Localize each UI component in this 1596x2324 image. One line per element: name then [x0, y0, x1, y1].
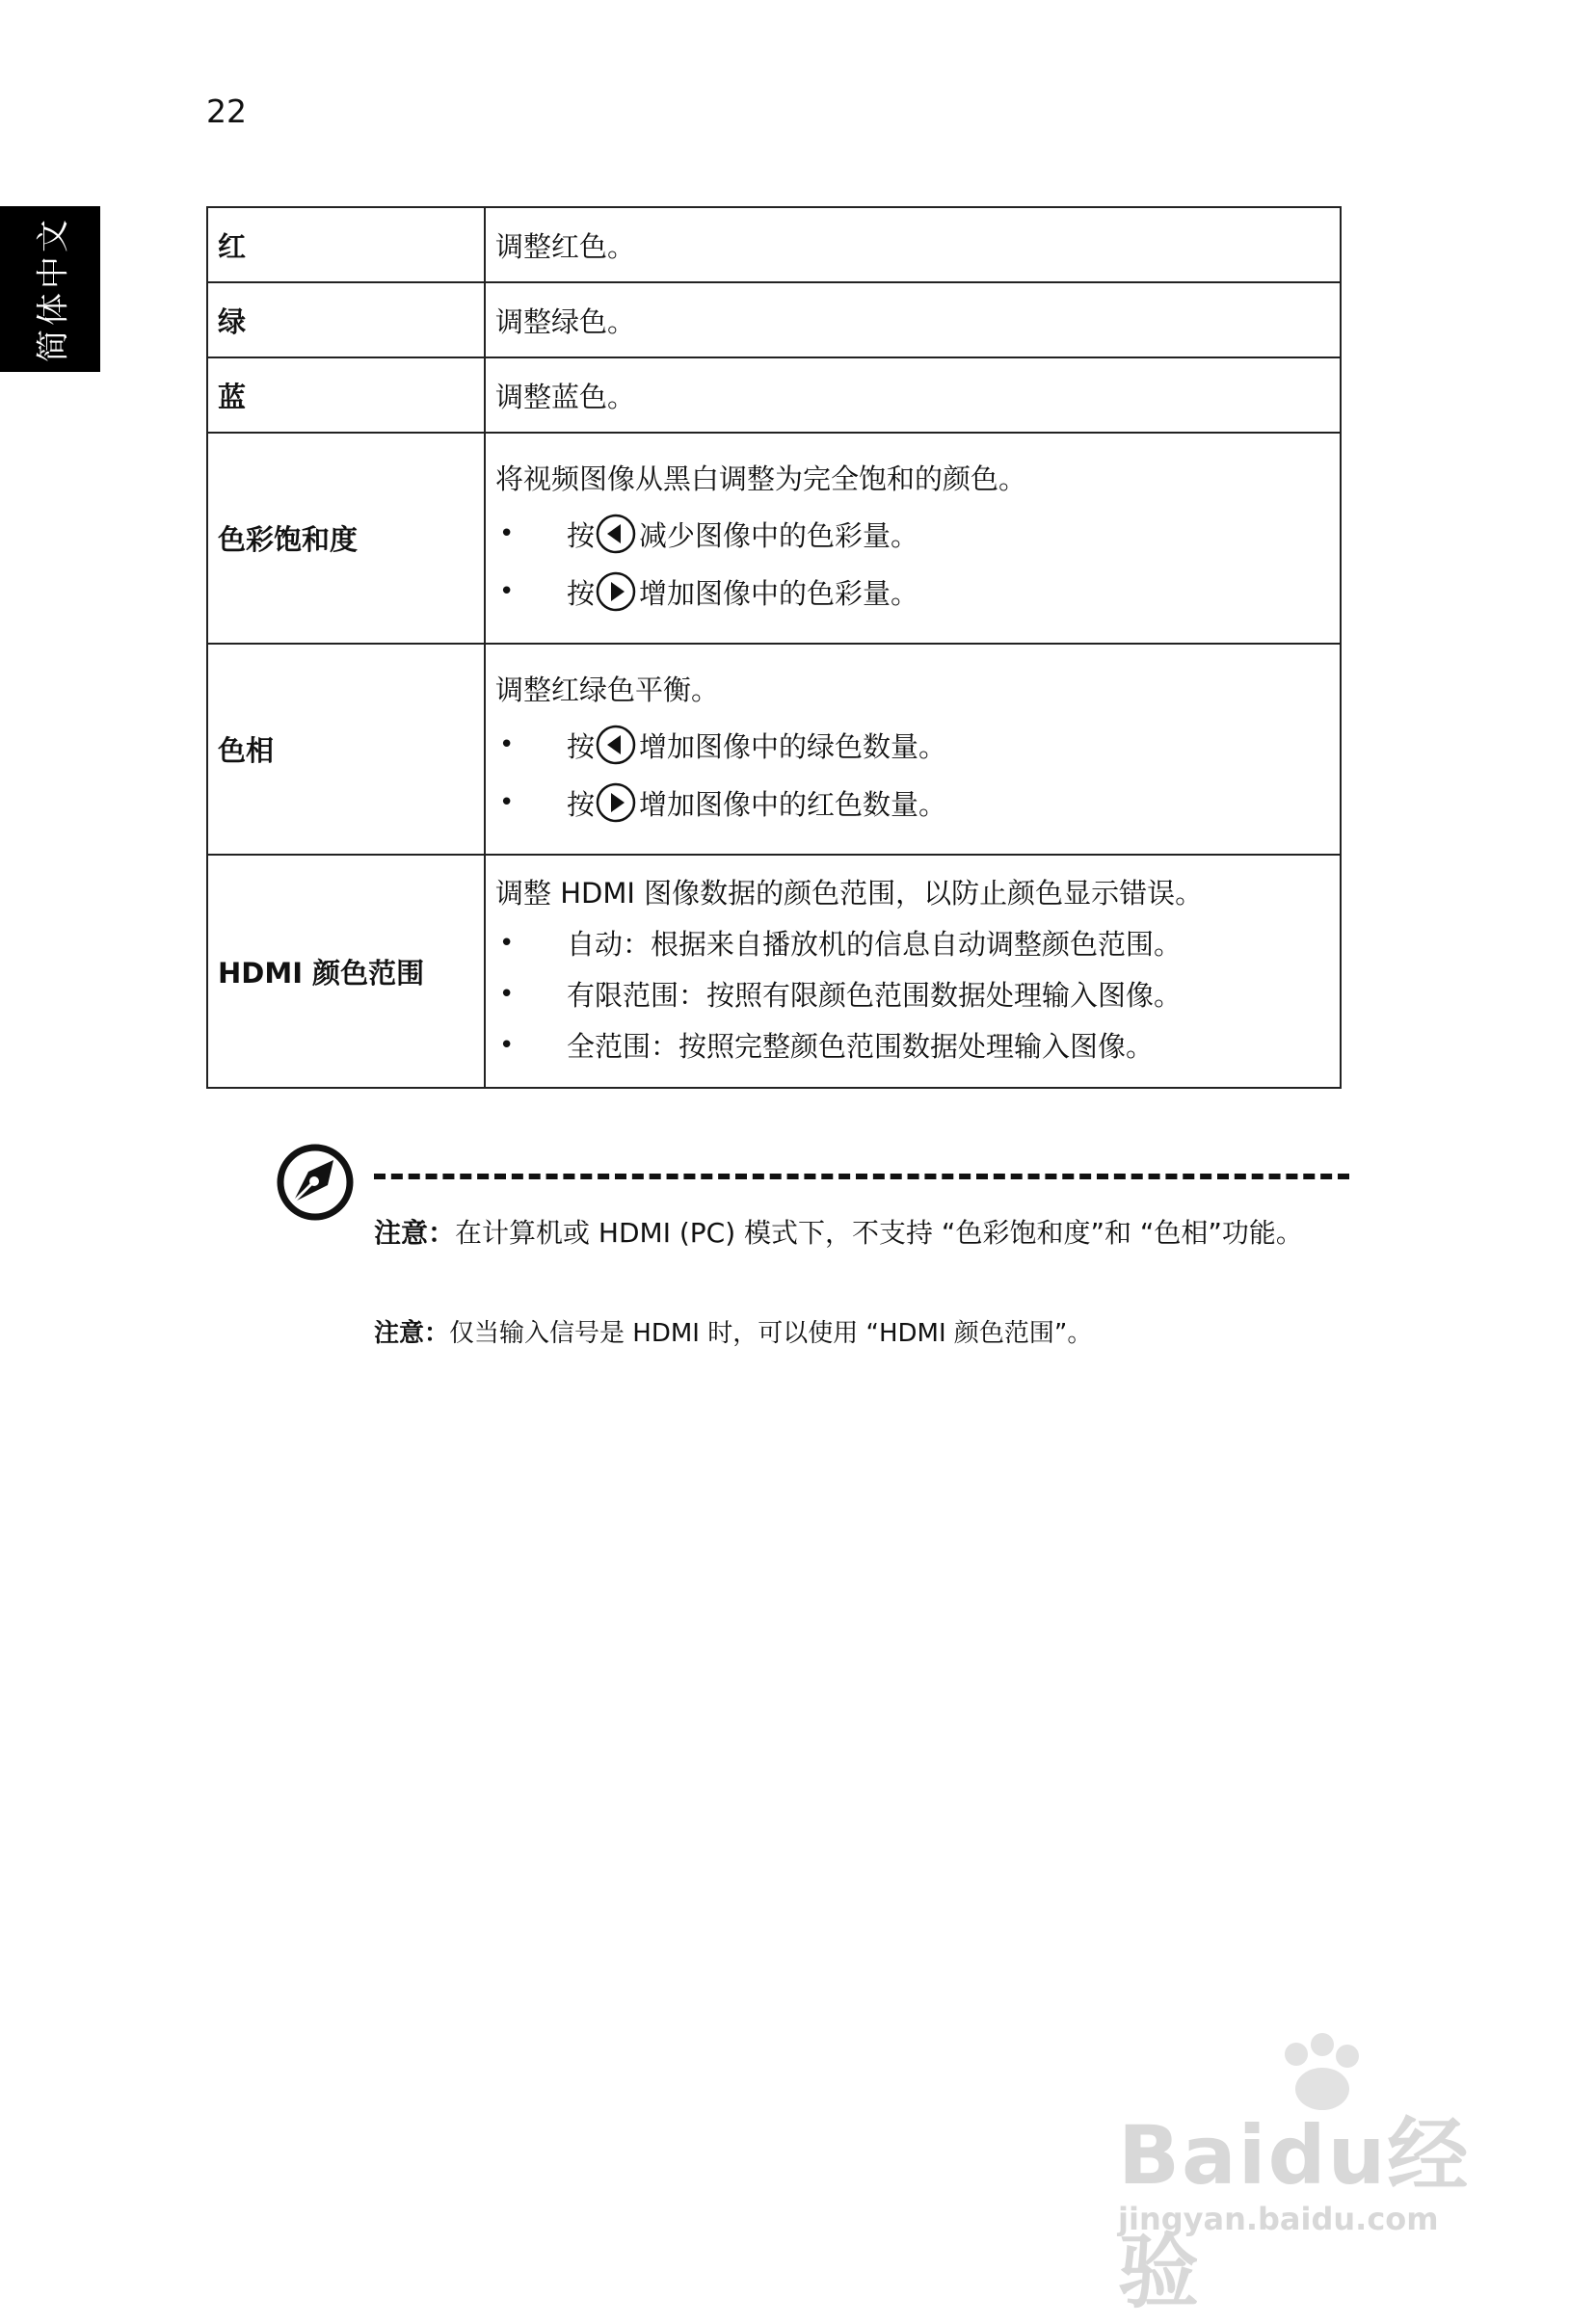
language-side-tab-label: 简体中文: [34, 216, 73, 362]
row-label: HDMI 颜色范围: [207, 855, 485, 1088]
list-item: [495, 724, 1330, 766]
option-prefix: 按: [567, 518, 596, 552]
option-text: 有限范围：按照有限颜色范围数据处理输入图像。: [567, 979, 1183, 1013]
note-pen-icon: [276, 1143, 355, 1222]
option-text: 增加图像中的色彩量。: [639, 576, 919, 610]
row-description: 调整绿色。: [485, 282, 1341, 357]
option-prefix: 按: [567, 576, 596, 610]
bullet: •: [499, 788, 515, 818]
list-item: [495, 513, 1330, 555]
table-row: [207, 855, 1341, 1088]
note-text: 在计算机或 HDMI (PC) 模式下，不支持 “色彩饱和度”和 “色相”功能。: [455, 1217, 1303, 1249]
list-item: [495, 923, 1330, 963]
row-description-cell: [485, 855, 1341, 1088]
row-description: 调整 HDMI 图像数据的颜色范围，以防止颜色显示错误。: [495, 876, 1204, 910]
note-divider: [374, 1174, 1349, 1179]
note-text: 仅当输入信号是 HDMI 时，可以使用 “HDMI 颜色范围”。: [449, 1319, 1093, 1348]
right-arrow-button-icon: [595, 781, 637, 824]
option-prefix: 按: [567, 787, 596, 821]
bullet: •: [499, 577, 515, 607]
row-label: 绿: [207, 282, 485, 357]
note-tag: 注意：: [374, 1217, 456, 1249]
watermark-url: jingyan.baidu.com: [1118, 2201, 1439, 2237]
table-row: [207, 433, 1341, 644]
table-row: [207, 644, 1341, 855]
option-prefix: 按: [567, 729, 596, 763]
table-row: [207, 282, 1341, 357]
bullet: •: [499, 928, 515, 958]
left-arrow-button-icon: [595, 513, 637, 555]
list-item: [495, 974, 1330, 1014]
row-description: 调整蓝色。: [485, 357, 1341, 433]
right-arrow-button-icon: [595, 570, 637, 613]
row-description: 调整红色。: [485, 207, 1341, 282]
settings-table: [206, 206, 1342, 1089]
row-label: 色彩饱和度: [207, 433, 485, 644]
row-label: 色相: [207, 644, 485, 855]
option-text: 减少图像中的色彩量。: [639, 518, 919, 552]
note-tag: 注意：: [374, 1319, 450, 1348]
note-item: [374, 1214, 1318, 1254]
left-arrow-button-icon: [595, 724, 637, 766]
language-side-tab: [0, 206, 100, 372]
row-description-cell: [485, 644, 1341, 855]
row-description-cell: [485, 433, 1341, 644]
row-description: 调整红绿色平衡。: [495, 673, 720, 706]
list-item: [495, 570, 1330, 613]
option-text: 增加图像中的绿色数量。: [639, 729, 947, 763]
list-item: [495, 781, 1330, 824]
bullet: •: [499, 519, 515, 549]
row-description: 将视频图像从黑白调整为完全饱和的颜色。: [495, 462, 1027, 495]
page-number: 22: [206, 92, 247, 130]
option-text: 全范围：按照完整颜色范围数据处理输入图像。: [567, 1030, 1155, 1064]
table-row: [207, 357, 1341, 433]
option-text: 自动：根据来自播放机的信息自动调整颜色范围。: [567, 928, 1183, 962]
watermark: [1118, 2033, 1503, 2319]
bullet: •: [499, 730, 515, 760]
table-row: [207, 207, 1341, 282]
note-item: [374, 1316, 1318, 1353]
bullet: •: [499, 979, 515, 1009]
row-label: 红: [207, 207, 485, 282]
option-text: 增加图像中的红色数量。: [639, 787, 947, 821]
list-item: [495, 1025, 1330, 1065]
row-label: 蓝: [207, 357, 485, 433]
bullet: •: [499, 1030, 515, 1060]
watermark-logo-text: Baidu经验: [1118, 2108, 1471, 2319]
